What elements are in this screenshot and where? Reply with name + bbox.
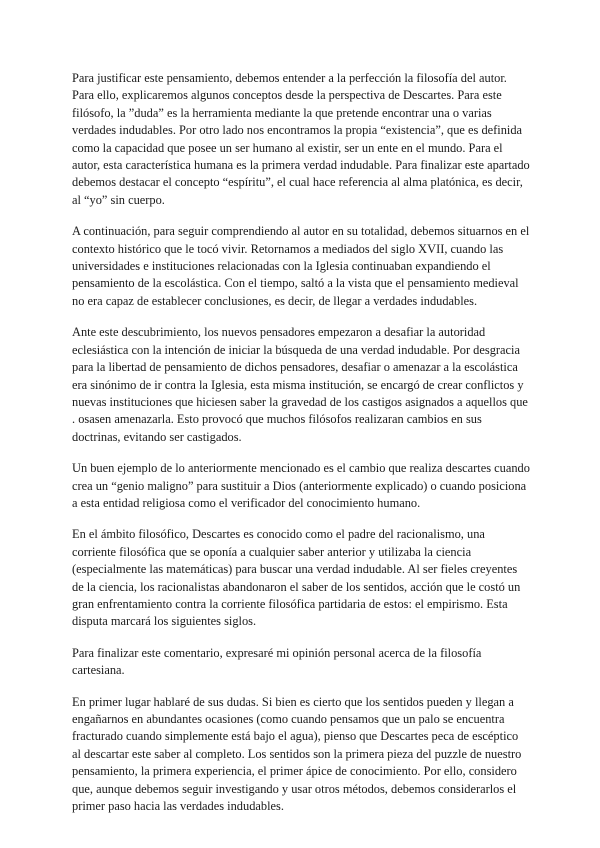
paragraph-justificacion: Para justificar este pensamiento, debemos entender a la perfección la filosofía del autor. Para ello, explicaremos algunos conceptos desde la perspectiva de Descartes. Para este filósofo, la ”duda” es la herramienta mediante la que pretende encontrar una o varias verdades indudables. Por otro lado nos encontramos la propia “existencia”, que es definida como la capacidad que posee un ser humano al existir, ser un ente en el mundo. Para el autor, esta característica humana es la primera verdad indudable. Para finalizar este apartado debemos destacar el concepto “espíritu”, el cual hace referencia al alma platónica, es decir, al “yo” sin cuerpo. [72,71,530,207]
paragraph-genio-maligno: Un buen ejemplo de lo anteriormente mencionado es el cambio que realiza descartes cuando crea un “genio maligno” para sustituir a Dios (anteriormente explicado) o cuando posiciona a esta entidad religiosa como el verificador del conocimiento humano. [72,461,530,510]
paragraph-racionalismo: En el ámbito filosófico, Descartes es conocido como el padre del racionalismo, una corriente filosófica que se oponía a cualquier saber anterior y utilizaba la ciencia (especialmente las matemáticas) para buscar una verdad indudable. Al ser fieles creyentes de la ciencia, los racionalistas abandonaron el saber de los sentidos, acción que le costó un gran enfrentamiento contra la corriente filosófica partidaria de estos: el empirismo. Esta disputa marcará los siguientes siglos. [72,527,521,629]
paragraph-opinion-intro: Para finalizar este comentario, expresaré mi opinión personal acerca de la filosofía cartesiana. [72,645,482,678]
document-body [72,70,530,829]
paragraph-opinion-dudas: En primer lugar hablaré de sus dudas. Si bien es cierto que los sentidos pueden y llegan a engañarnos en abundantes ocasiones (como cuando pensamos que un palo se encuentra fracturado cuando simplemente está bajo el agua), pienso que Descartes peca de escéptico al descartar este saber al completo. Los sentidos son la primera pieza del puzzle de nuestro pensamiento, la primera experiencia, el primer ápice de conocimiento. Por ello, considero que, aunque debemos seguir investigando y usar otros métodos, debemos considerarlos el primer paso hacia las verdades indudables. [72,694,522,814]
paragraph-nuevos-pensadores: Ante este descubrimiento, los nuevos pensadores empezaron a desafiar la autoridad eclesiástica con la intención de iniciar la búsqueda de una verdad indudable. Por desgracia para la libertad de pensamiento de dichos pensadores, desafiar o amenazar a la escolástica era sinónimo de ir contra la Iglesia, esta misma institución, se encargó de crear conflictos y nuevas instituciones que hiciesen saber la gravedad de los castigos asignados a aquellos que . osasen amenazarla. Esto provocó que muchos filósofos realizaran cambios en sus doctrinas, evitando ser castigados. [72,325,528,444]
paragraph-contexto-historico: A continuación, para seguir comprendiendo al autor en su totalidad, debemos situarnos en el contexto histórico que le tocó vivir. Retornamos a mediados del siglo XVII, cuando las universidades e instituciones relacionadas con la Iglesia continuaban expandiendo el pensamiento de la escolástica. Con el tiempo, saltó a la vista que el pensamiento medieval no era capaz de establecer conclusiones, es decir, de llegar a verdades indudables. [72,224,530,308]
